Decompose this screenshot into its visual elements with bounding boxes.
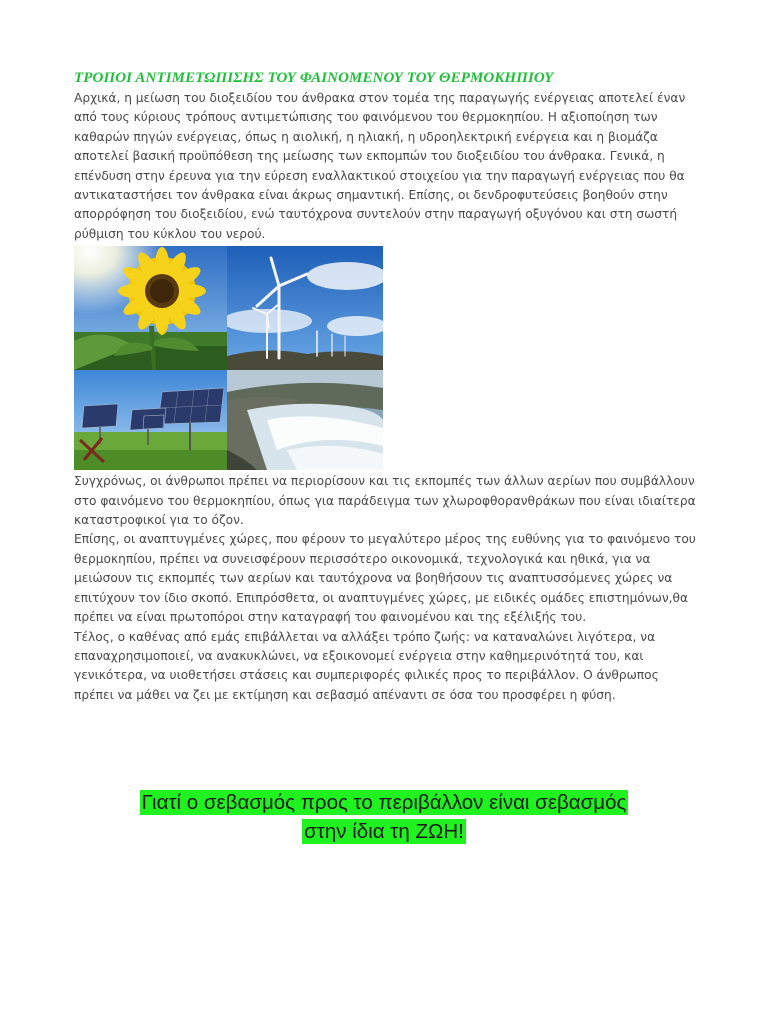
body-paragraph-2: Επίσης, οι αναπτυγμένες χώρες, που φέρουν το μεγαλύτερο μέρος της ευθύνης για το φαινόμενο του θερμοκηπίου, πρέπει να συνεισφέρουν περισσότερο οικονομικά, τεχνολογικά και ηθικά, για να μειώσουν τις εκπομπές των αερίων και ταυτόχρονα να βοηθήσουν τις αναπτυσσόμενες χώρες να επιτύχουν τον ίδιο σκοπό. Επιπρόσθετα, οι αναπτυγμένες χώρες, με ειδικές ομάδες επιστημόνων,θα πρέπει να είναι πρωτοπόροι στην καταγραφή του φαινομένου και της εξέλιξής του. xyxy=(74,532,696,625)
solar-panels-photo xyxy=(74,370,227,470)
body-paragraph-1: Συγχρόνως, οι άνθρωποι πρέπει να περιορίσουν και τις εκπομπές των άλλων αερίων που συμβάλλουν στο φαινόμενο του θερμοκηπίου, όπως για παράδειγμα των χλωροφθορανθράκων που είναι ιδιαίτερα καταστροφικοί για το όζον. xyxy=(74,474,696,528)
closing-quote xyxy=(0,788,768,846)
intro-paragraph: Αρχικά, η μείωση του διοξειδίου του άνθρακα στον τομέα της παραγωγής ενέργειας αποτελεί έναν από τους κύριους τρόπους αντιμετώπισης του φαινόμενου του θερμοκηπίου. Η αξιοποίηση των καθαρών πηγών ενέργειας, όπως η αιολική, η ηλιακή, η υδροηλεκτρική ενέργεια και η βιομάζα αποτελεί βασική προϋπόθεση της μείωσης των εκπομπών του διοξειδίου του άνθρακα. Γενικά, η επένδυση στην έρευνα για την εύρεση εναλλακτικού στοιχείου για την παραγωγή ενέργειας που θα αντικαταστήσει τον άνθρακα είναι άκρως σημαντική. Επίσης, οι δενδροφυτεύσεις βοηθούν στην απορρόφηση του διοξειδίου, ενώ ταυτόχρονα συντελούν στην παραγωγή οξυγόνου και στη σωστή ρύθμιση του κύκλου του νερού. xyxy=(74,91,686,241)
quote-line-2: στην ίδια τη ΖΩΗ! xyxy=(304,820,464,843)
wind-turbines-photo xyxy=(227,246,383,370)
document-body xyxy=(74,70,698,705)
quote-line-1: Γιατί ο σεβασμός προς το περιβάλλον είναι σεβασμός xyxy=(141,791,627,814)
body-paragraph-3: Τέλος, ο καθένας από εμάς επιβάλλεται να αλλάξει τρόπο ζωής: να καταναλώνει λιγότερα, να επαναχρησιμοποιεί, να ανακυκλώνει, να εξοικονομεί ενέργεια στην καθημερινότητά του, και γενικότερα, να υιοθετήσει στάσεις και συμπεριφορές φιλικές προς το περιβάλλον. Ο άνθρωπος πρέπει να μάθει να ζει με εκτίμηση και σεβασμό απέναντι σε όσα του προσφέρει η φύση. xyxy=(74,629,659,702)
page-title: ΤΡΟΠΟΙ ΑΝΤΙΜΕΤΩΠΙΣΗΣ ΤΟΥ ΦΑΙΝΟΜΕΝΟΥ ΤΟΥ ΘΕΡΜΟΚΗΠΙΟΥ xyxy=(74,70,554,86)
hydro-dam-photo xyxy=(227,370,383,470)
sunflower-photo xyxy=(74,246,227,370)
renewable-energy-collage xyxy=(74,246,383,470)
